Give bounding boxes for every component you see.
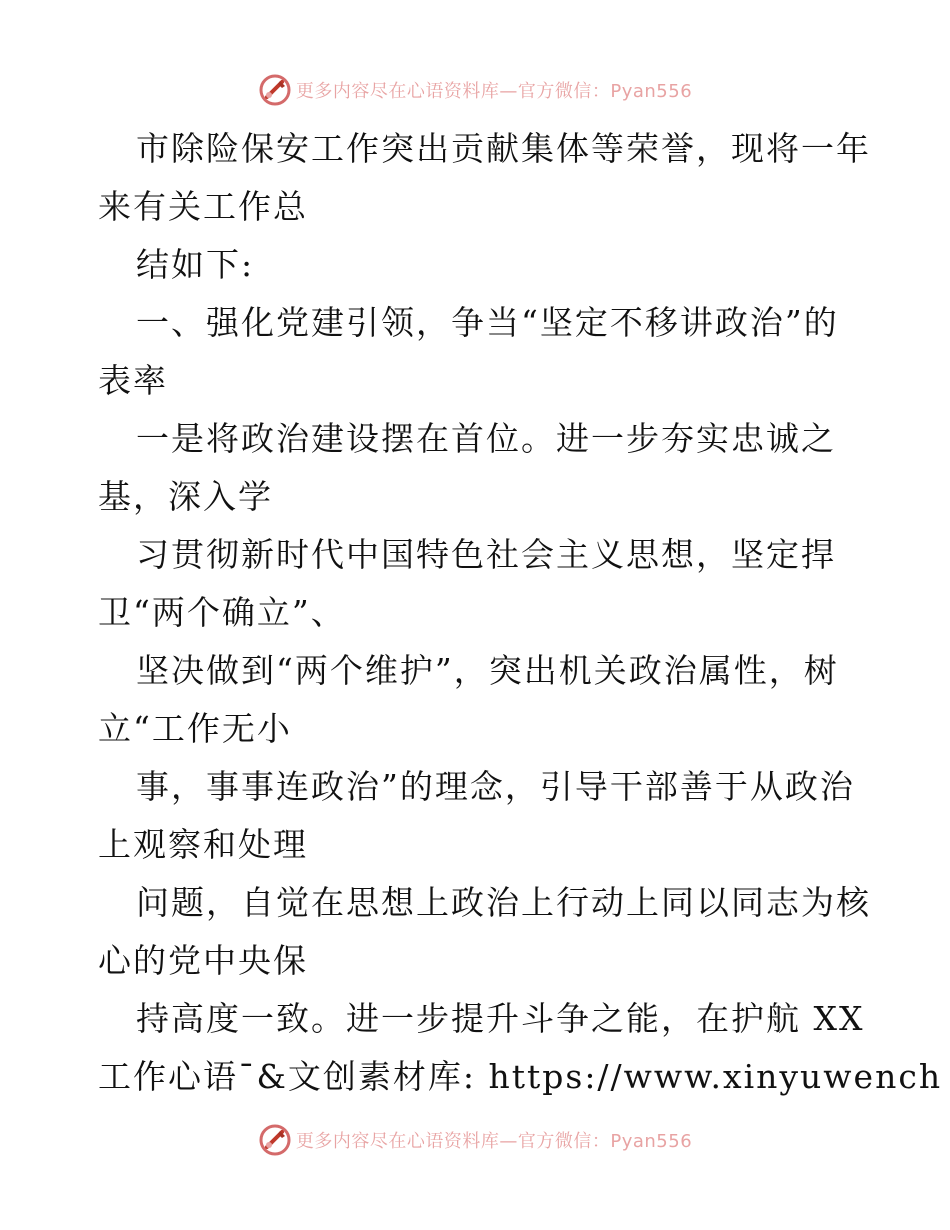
- text-line: 一、强化党建引领，争当“坚定不移讲政治”的: [136, 303, 839, 342]
- text-line: 问题，自觉在思想上政治上行动上同以同志为核: [136, 883, 871, 922]
- watermark-text: 更多内容尽在心语资料库—官方微信：Pyan556: [295, 1131, 693, 1152]
- text-line: 来有关工作总: [98, 187, 308, 226]
- document-body: [98, 120, 943, 1106]
- text-line: 一是将政治建设摆在首位。进一步夯实忠诚之: [136, 419, 836, 458]
- logo-icon: [258, 73, 292, 107]
- text-line: 市除险保安工作突出贡献集体等荣誉，现将一年: [136, 129, 871, 168]
- text-line: 持高度一致。进一步提升斗争之能，在护航 XX: [136, 999, 865, 1038]
- watermark-header: [0, 70, 950, 110]
- text-line: 立“工作无小: [98, 709, 292, 748]
- text-line: 上观察和处理: [98, 825, 308, 864]
- text-line: 坚决做到“两个维护”，突出机关政治属性，树: [136, 651, 839, 690]
- text-line: 卫“两个确立”、: [98, 593, 346, 632]
- logo-icon: [258, 1123, 292, 1157]
- text-line: 工作心语¯&文创素材库: https://www.xinyuwench: [98, 1057, 943, 1096]
- watermark-text: 更多内容尽在心语资料库—官方微信：Pyan556: [295, 81, 693, 102]
- watermark-footer: [0, 1120, 950, 1160]
- text-line: 事，事事连政治”的理念，引导干部善于从政治: [136, 767, 855, 806]
- text-line: 习贯彻新时代中国特色社会主义思想，坚定捍: [136, 535, 836, 574]
- text-line: 心的党中央保: [98, 941, 308, 980]
- text-line: 结如下:: [136, 245, 255, 284]
- text-line: 基，深入学: [98, 477, 273, 516]
- text-line: 表率: [98, 361, 168, 400]
